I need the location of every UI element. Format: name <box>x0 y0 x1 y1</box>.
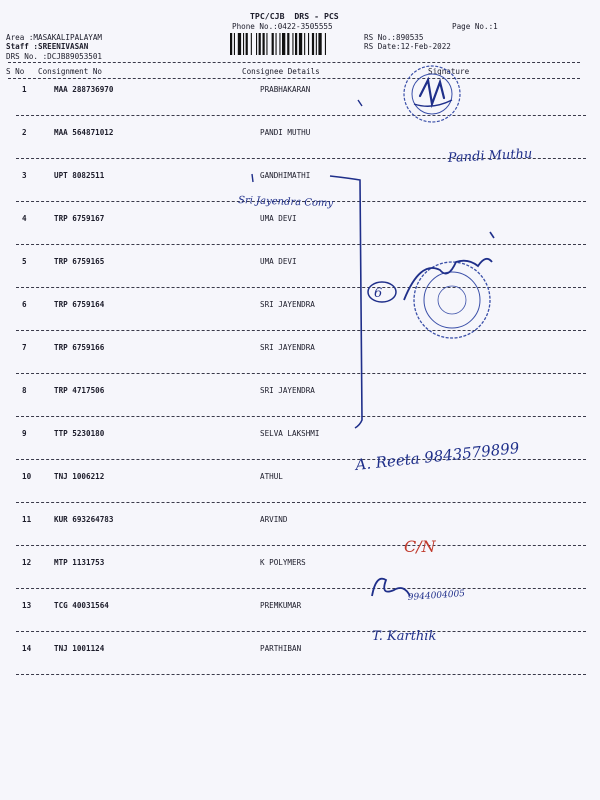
row-consignee: UMA DEVI <box>260 214 297 223</box>
group-count: 6 <box>374 286 383 301</box>
row-consignment-no: UPT 8082511 <box>54 171 105 180</box>
row-consignment-no: TRP 6759165 <box>54 257 105 266</box>
row-divider <box>16 502 586 503</box>
row-consignment-no: TRP 6759166 <box>54 343 105 352</box>
row-sno: 13 <box>22 601 32 610</box>
barcode <box>230 33 356 55</box>
row-divider <box>16 115 586 116</box>
row-divider <box>16 330 586 331</box>
row-divider <box>16 416 586 417</box>
row-consignment-no: TCG 40031564 <box>54 601 109 610</box>
row-sno: 8 <box>22 386 27 395</box>
row-sno: 14 <box>22 644 32 653</box>
row-consignee: SRI JAYENDRA <box>260 343 315 352</box>
delivery-stamp-2 <box>414 262 490 338</box>
row13-signature: T. Karthik <box>372 629 437 644</box>
row12-signature: 9944004005 <box>407 589 466 603</box>
row-sno: 5 <box>22 257 27 266</box>
row-divider <box>16 459 586 460</box>
header-divider <box>8 62 580 63</box>
row-divider <box>16 373 586 374</box>
row2-signature: Pandi Muthu <box>447 146 533 166</box>
row11-note: C/N <box>404 537 436 556</box>
row-sno: 11 <box>22 515 32 524</box>
row-sno: 7 <box>22 343 27 352</box>
row9-signature: A. Reeta 9843579899 <box>354 438 521 474</box>
row-consignee: UMA DEVI <box>260 257 297 266</box>
row-consignee: ARVIND <box>260 515 288 524</box>
row-consignee: PREMKUMAR <box>260 601 302 610</box>
row-sno: 6 <box>22 300 27 309</box>
row-divider <box>16 287 586 288</box>
row-consignment-no: TNJ 1001124 <box>54 644 105 653</box>
row-consignee: SRI JAYENDRA <box>260 386 315 395</box>
document-title: TPC/CJB DRS - PCS <box>250 11 339 21</box>
row-consignee: SRI JAYENDRA <box>260 300 315 309</box>
row-sno: 4 <box>22 214 27 223</box>
delivery-stamp <box>404 66 460 122</box>
row-consignment-no: MAA 288736970 <box>54 85 114 94</box>
row-sno: 2 <box>22 128 27 137</box>
area-field: Area :MASAKALIPALAYAM <box>6 33 103 42</box>
row3-note: Sri Jayendra Comy <box>237 195 334 210</box>
row-consignee: ATHUL <box>260 472 283 481</box>
row-consignment-no: TRP 6759164 <box>54 300 105 309</box>
row-sno: 10 <box>22 472 32 481</box>
group-bracket <box>330 176 362 428</box>
row-divider <box>16 674 586 675</box>
row-consignee: GANDHIMATHI <box>260 171 311 180</box>
row-divider <box>16 244 586 245</box>
rs-date: RS Date:12-Feb-2022 <box>364 42 451 51</box>
column-sno: S No <box>6 67 25 76</box>
row-consignee: PANDI MUTHU <box>260 128 311 137</box>
column-consignment: Consignment No <box>38 67 103 76</box>
column-divider <box>8 78 580 79</box>
page-number: Page No.:1 <box>452 22 498 31</box>
row-consignment-no: TTP 5230180 <box>54 429 105 438</box>
row-divider <box>16 588 586 589</box>
row-divider <box>16 545 586 546</box>
row-consignment-no: MTP 1131753 <box>54 558 105 567</box>
row-consignee: SELVA LAKSHMI <box>260 429 320 438</box>
column-consignee: Consignee Details <box>242 67 320 76</box>
staff-field: Staff :SREENIVASAN <box>6 42 89 51</box>
row-consignment-no: TRP 6759167 <box>54 214 105 223</box>
row-consignee: PARTHIBAN <box>260 644 302 653</box>
row-consignment-no: TRP 4717506 <box>54 386 105 395</box>
row-divider <box>16 631 586 632</box>
column-signature: Signature <box>428 67 470 76</box>
phone-number: Phone No.:0422-3505555 <box>232 22 333 31</box>
rs-number: RS No.:890535 <box>364 33 424 42</box>
drs-number: DRS No. :DCJB89053501 <box>6 52 103 61</box>
row-consignee: PRABHAKARAN <box>260 85 311 94</box>
row-sno: 12 <box>22 558 32 567</box>
row-sno: 9 <box>22 429 27 438</box>
row-sno: 1 <box>22 85 27 94</box>
row-consignee: K POLYMERS <box>260 558 306 567</box>
row-consignment-no: MAA 564871012 <box>54 128 114 137</box>
row-consignment-no: TNJ 1006212 <box>54 472 105 481</box>
row-consignment-no: KUR 693264783 <box>54 515 114 524</box>
row-sno: 3 <box>22 171 27 180</box>
